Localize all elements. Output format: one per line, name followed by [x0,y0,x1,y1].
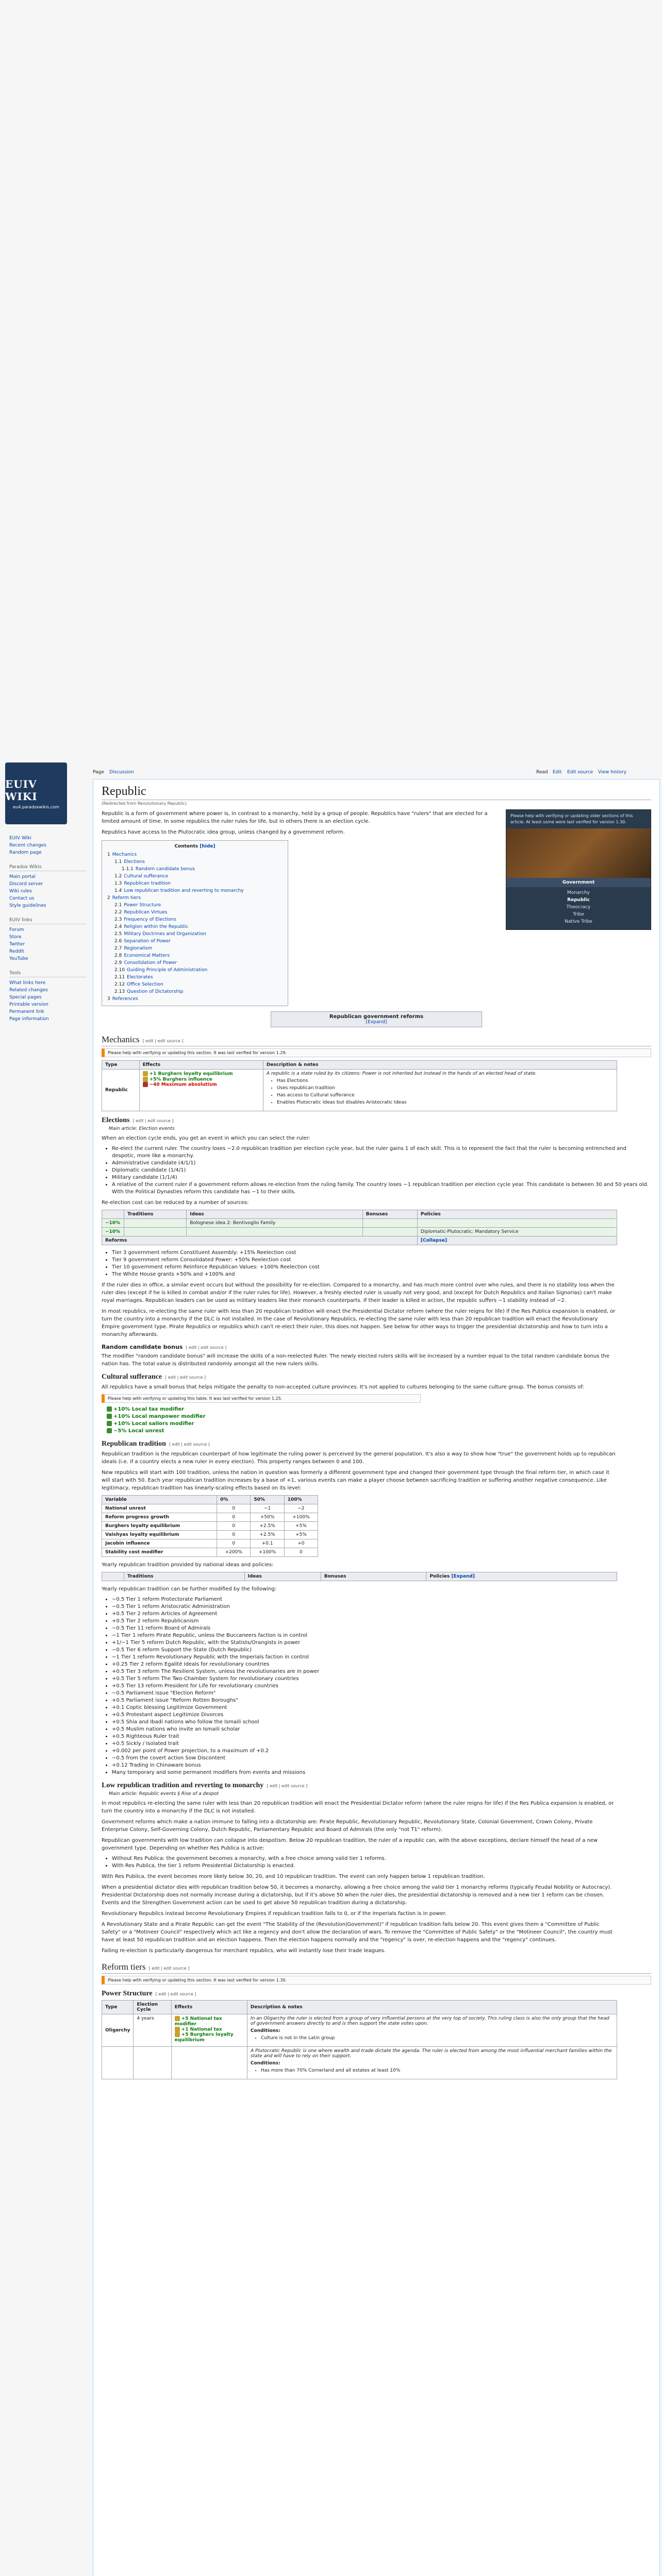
toc-label: Random candidate bonus [135,867,195,872]
sidebar-link[interactable]: Recent changes [9,843,46,848]
list-item: • Tier 10 government reform Reinforce Republican Values: +100% Reelection cost [112,1264,651,1271]
list-item: • Tier 3 government reform Constituent Assembly: +15% Reelection cost [112,1249,651,1257]
list-item: • +0.002 per point of Power projection, to a maximum of +0.2 [112,1748,651,1755]
table-cell: 0 [284,1548,318,1557]
list-item: • Has more than 70% Cornerland and all estates at least 10% [261,2067,614,2074]
conditions-title: Conditions: [250,2061,280,2066]
sidebar-link[interactable]: Reddit [9,949,24,954]
tradition-text: Republican tradition is the republican counterpart of how legitimate the ruling power is perceived by the general population. It's also a way to show how "true" the government holds up to republican ideals (i.e. if a country elects a new ruler in every election). This property ranges between 0 and 100. [102,1451,616,1465]
effect [175,2027,244,2032]
table-cell: +5% [284,1531,318,1539]
edit-link[interactable]: [ edit | edit source ] [148,1966,190,1971]
sidebar-link[interactable]: Style guidelines [9,903,46,908]
list-item: • Has access to Cultural sufferance [277,1092,614,1099]
list-item: • −1 Tier 1 reform Revolutionary Republic with the Imperials faction in control [112,1654,651,1661]
toc-number: 2.1 [114,903,122,908]
toc-number: 2 [107,895,110,901]
tradition-text-2: New republics will start with 100 tradition, unless the nation in question was formerly a different government type and changed their government type through the final reform tier, in which case it will start with 50. Each year republican tradition increases by a base of +1, various events can make a player choose between sacrificing tradition or suffering another negative consequence. Like legitimacy, republican tradition has linearly-scaling effects based on its level: [102,1470,609,1491]
sidebar-heading: Paradox Wikis [9,865,87,871]
list-item: • +0.1 Coptic blessing Legitimize Government [112,1704,651,1711]
section-reform-tiers: Reform tiers [ edit | edit source ] [102,1962,651,1974]
edit-link[interactable]: [ edit | edit source ] [186,1345,227,1350]
government-type-link[interactable]: Native Tribe [565,919,592,924]
table-cell: +0 [284,1539,318,1548]
sidebar-link[interactable]: Page information [9,1016,49,1022]
list-item: • −1 Tier 1 reform Pirate Republic, unless the Buccaneers faction is in control [112,1632,651,1639]
effects-cell [171,2047,247,2079]
desc-cell [247,2014,617,2047]
table-cell: +100% [251,1548,284,1557]
sidebar-group [9,918,87,962]
government-type-link[interactable]: Tribe [573,912,584,917]
list-item: • +1/−1 Tier 5 reform Dutch Republic, with the Statists/Orangists in power [112,1639,651,1647]
table-cell: Burghers loyalty equilibrium [102,1522,217,1531]
government-type-list [506,887,651,929]
toc-label: Republican Virtues [124,910,168,915]
list-item [107,1420,651,1428]
infobox [506,809,651,930]
toc-number: 1.1.1 [122,867,134,872]
intro-paragraph: Republic is a form of government where power is, in contrast to a monarchy, held by a group of people. Republics have "rulers" that are elected for a limited amount of time. In some republics the ruler rules for life, but in others there is an election cycle. [102,811,488,824]
toc-item[interactable] [107,902,283,909]
sidebar-group [9,835,87,856]
list-item: • +0.5 Shia and Ibadi nations who follow the Ismaili school [112,1719,651,1726]
modifier-icon [175,2016,180,2021]
toc-number: 2.3 [114,917,122,922]
sidebar-link[interactable]: Twitter [9,942,25,947]
reform-type: Oligarchy [102,2014,134,2047]
yearly-note: Yearly republican tradition provided by national ideas and policies: [102,1562,274,1568]
main-article-note[interactable]: Main article: Election events [109,1126,175,1131]
modifier-icon [175,2032,180,2037]
sidebar-link[interactable]: Related changes [9,988,48,993]
table-row [102,1531,318,1539]
toc-hide-toggle[interactable]: [hide] [200,844,216,849]
list-item: • +0.5 Tier 3 reform The Resilient System, unless the revolutionaries are in power [112,1668,651,1675]
toc-label: Economical Matters [124,953,170,958]
sidebar-link[interactable]: Random page [9,850,42,855]
edit-link[interactable]: [ edit | edit source ] [169,1442,210,1447]
sidebar-link[interactable]: YouTube [9,956,28,961]
conditions-list [251,2035,614,2042]
table-cell: +50% [251,1513,284,1522]
toc-label: Cultural sufferance [124,874,169,879]
section-mechanics: Mechanics [ edit | edit source ] [102,1035,651,1046]
list-item: • −0.5 Tier 1 reform Protectorate Parliament [112,1596,651,1603]
toc-item[interactable] [107,945,283,952]
table-cell: 0 [217,1522,251,1531]
toc-number: 2.4 [114,924,122,929]
list-item: • With Res Publica, the tier 1 reform Presidential Dictatorship is enacted. [112,1862,651,1870]
redirect-note[interactable]: (Redirected from Revolutionary Republic) [102,801,187,806]
list-item: • The White House grants +50% and +100% and [112,1271,651,1278]
sidebar-heading: EUIV links [9,918,87,924]
main-article-note[interactable]: Main article: Republic events § Rise of a despot [109,1791,219,1797]
toc-label: Republican tradition [124,881,171,886]
toc-item[interactable] [107,894,283,902]
toc-item[interactable] [107,887,283,894]
elections-intro: When an election cycle ends, you get an event in which you can select the ruler: [102,1136,310,1141]
toc-label: Separation of Power [124,939,171,944]
low-tradition-para: In most republics re-electing the same ruler with less than 20 republican tradition will enact the Presidential Dictator reform (where the ruler reigns for life) if the Res Publica expansion is enabled, or turn the country into a monarchy if the DLC is not installed. [102,1801,614,1814]
toc-item[interactable] [107,858,283,866]
list-item: • Culture is not in the Latin group [261,2035,614,2042]
sidebar-link[interactable]: Printable version [9,1002,48,1007]
tradition-effects-table: Variable 0% 50% 100% National unrest 0 −1 −2 Reform progress growth 0 +50% +100% Burghers loyalty equilibrium 0 +2.5% +5% Vaishyas loyalty equilibrium 0 +2.5% +5% Jacobin influence 0 +0.1 +0 Stability cost modifier +200% +100% 0 [102,1495,318,1557]
table-cell: Reform progress growth [102,1513,217,1522]
reelection-cost-note: Re-election cost can be reduced by a number of sources: [102,1200,249,1206]
table-cell: 0 [217,1531,251,1539]
effects-cell [171,2014,247,2047]
sidebar-link[interactable]: Special pages [9,995,42,1000]
navbox-title: Republican government reforms [329,1014,424,1020]
toc-label: Regionalism [124,946,153,951]
type-cell: Republic [102,1070,140,1111]
list-item: • Uses republican tradition [277,1084,614,1092]
toc-item[interactable] [107,916,283,923]
toc-label: Office Selection [127,982,163,987]
toc-number: 2.11 [114,975,125,980]
mechanics-table [102,1060,617,1111]
table-row [102,1522,318,1531]
verify-note: Please help with verifying or updating older sections of this article. At least some were last verified for version 1.30. [506,810,651,828]
reforms-navbox[interactable] [271,1011,482,1027]
tab-edit-source[interactable]: Edit source [567,770,593,775]
sidebar [9,835,87,1031]
list-item: • −0.5 from the covert action Sow Discontent [112,1755,651,1762]
toc-number: 1.1 [114,859,122,865]
list-item: • Administrative candidate (4/1/1) [112,1160,651,1167]
low-tradition-para: A Revolutionary State and a Pirate Republic can get the event "The Stability of the (Revolution|Government)" if republican tradition falls below 20. This event gives them a "Committee of Public Safety" or a "Motineer Council" respectively which act like a regency and don't allow the declaration of wars. To remove the "Committee of Public Safety" or the "Motineer Council", the country must have at least 50 republican tradition and an election happens. Then the election happens normally and the "regency" is over, re-election happens and the "regency" continues. [102,1922,613,1943]
wiki-logo[interactable] [5,762,67,824]
toc-item[interactable] [107,873,283,880]
table-cell: +2.5% [251,1531,284,1539]
table-row [102,2047,617,2079]
toc-label: Religion within the Republic [124,924,189,929]
sidebar-link[interactable]: Main portal [9,874,36,879]
modifier-text: +10% Local sailors modifier [113,1421,194,1427]
election-cycle: 4 years [134,2014,171,2047]
toc-item[interactable] [107,988,283,995]
section-power-structure: Power Structure [ edit | edit source ] [102,1990,196,1997]
modifier-icon [107,1414,112,1419]
page-title: Republic [102,785,651,800]
government-image [506,828,651,878]
list-item: • A relative of the current ruler if a government reform allows re-election from the ruling family. The country loses −1 republican tradition per election cycle year. This candidate is between 30 and 50 years old. With the Political Dynasties reform this candidate has −1 to their skills. [112,1181,651,1196]
toc-label: Elections [124,859,145,865]
toc-number: 2.6 [114,939,122,944]
table-row [102,2014,617,2047]
toc-title: Contents [hide] [174,844,216,849]
table-cell: +0.1 [251,1539,284,1548]
list-item: • +0.5 Tier 13 reform President for Life for revolutionary countries [112,1683,651,1690]
table-row [102,1504,318,1513]
desc-cell [247,2047,617,2079]
low-tradition-para: Government reforms which make a nation immune to falling into a dictatorship are: Pirate Republic, Revolutionary Republic, Revolutionary State, Colonial Government, Crown Colony, Private Enterprise Colony, Self-Governing Colony, Dutch Republic, Parliamentary Republic and Board of Admirals (the only "not T1" reform). [102,1819,593,1833]
low-tradition-para: Revolutionary Republics instead become Revolutionary Empires if republican tradition falls to 0, or if the Imperials faction is in power. [102,1911,446,1917]
table-row [102,1513,318,1522]
effect-text: +5 National tax modifier [174,2016,222,2027]
edit-link[interactable]: [ edit | edit source ] [142,1039,184,1043]
intro-paragraph-2: Republics have access to the Plutocratic idea group, unless changed by a government reform. [102,829,345,835]
list-item: • +0.5 Muslim nations who invite an Ismaili scholar [112,1726,651,1733]
table-cell: +200% [217,1548,251,1557]
verify-warning: Please help with verifying or updating this section. It was last verified for version 1.30. [102,1976,651,1985]
list-item: • Has Elections [277,1077,614,1084]
sidebar-link[interactable]: Store [9,935,22,940]
effects-cell: +1 Burghers loyalty equilibrium +5% Burghers influence −40 Maximum absolutism [139,1070,263,1111]
effect [175,2032,244,2043]
top-tabs [93,767,660,779]
toc-label: Reform tiers [112,895,141,901]
toc-number: 2.9 [114,960,122,965]
toc-item[interactable] [107,952,283,959]
burghers-icon [143,1077,148,1082]
toc-item[interactable] [107,938,283,945]
table-cell: Vaishyas loyalty equilibrium [102,1531,217,1539]
conditions-list [251,2067,614,2074]
toc-item[interactable] [107,866,283,873]
collapse-toggle[interactable]: [Collapse] [417,1236,617,1245]
section-elections: Elections [ edit | edit source ] [102,1116,174,1124]
modifier-icon [175,2027,180,2032]
sidebar-link[interactable]: Contact us [9,896,35,901]
toc-label: Military Doctrines and Organization [124,931,206,937]
conditions-title: Conditions: [250,2028,280,2033]
sidebar-link[interactable]: Forum [9,927,24,933]
sidebar-link[interactable]: Permanent link [9,1009,44,1014]
section-low-tradition: Low republican tradition and reverting to monarchy [ edit | edit source ] [102,1782,308,1789]
section-tradition: Republican tradition [ edit | edit source ] [102,1440,210,1448]
toc-label: Power Structure [124,903,161,908]
toc-label: Question of Dictatorship [127,989,184,994]
list-item: • +0.25 Tier 2 reform Egalité Ideals for revolutionary countries [112,1661,651,1668]
toc-number: 2.13 [114,989,125,994]
sidebar-link[interactable]: Discord server [9,882,43,887]
list-item: • +0.5 Tier 2 reform Articles of Agreement [112,1611,651,1618]
list-item: • −0.5 Tier 11 reform Board of Admirals [112,1625,651,1632]
toc-number: 1.3 [114,881,122,886]
list-item [107,1428,651,1435]
list-item: • +0.5 Tier 5 reform The Two-Chamber System for revolutionary countries [112,1675,651,1683]
yearly-tradition-table: Traditions Ideas Bonuses Policies [Expand] [102,1572,617,1581]
power-structure-table: Type Election Cycle Effects Description & notes Oligarchy 4 years +5 National tax modifier +1 National tax +5 Burghers loyalty equilibrium In an Oligarchy the ruler is elected from a group of very influential persons at the very top of society. This ruling class is also the only group that the head of government answers directly to and is then support the state votes upon. Conditions: • Culture is not in the Latin group A Plutocratic Republic is one where wealth and trade dictate the agenda. The ruler is elected from among the most influential merchant families within the state and will have to rely on their support. Conditions: • Has more than 70% Cornerland and all estates at least 10% [102,2000,617,2079]
logo-text: EUIV WIKI [5,777,38,803]
list-item: • −0.5 Parliament issue "Election Reform" [112,1690,651,1697]
low-tradition-para: With Res Publica, the event becomes more likely below 30, 20, and 10 republican tradition. The event can only happen below 1 republican tradition. [102,1874,485,1879]
col-bonuses: Bonuses [362,1210,417,1219]
table-row: −10% Diplomatic-Plutocratic: Mandatory Service [102,1228,617,1236]
toc-number: 2.10 [114,968,125,973]
sidebar-group [9,865,87,909]
table-cell: +2.5% [251,1522,284,1531]
toc-item[interactable] [107,909,283,916]
list-item: • Diplomatic candidate (1/4/1) [112,1167,651,1174]
sidebar-link[interactable]: What links here [9,980,46,986]
government-type-link[interactable]: Monarchy [567,890,590,895]
toc-number: 2.2 [114,910,122,915]
list-item: • +0.5 Tier 2 reform Republicanism [112,1618,651,1625]
desc-cell: A republic is a state ruled by its citizens: Power is not inherited but instead in the hands of an elected head of state. • Has Elections • Uses republican tradition • Has access to Cultural sufferance • Enables Plutocratic Ideas but disables Aristocratic Ideas [263,1070,617,1111]
reform-description: A Plutocratic Republic is one where wealth and trade dictate the agenda. The ruler is elected from among the most influential merchant families within the state and will have to rely on their support. [250,2048,612,2059]
list-item: • +0.5 Parliament issue "Reform Rotten Boroughs" [112,1697,651,1704]
table-row: Reforms [Collapse] [102,1236,617,1245]
verify-warning: Please help with verifying or updating this table. It was last verified for version 1.25. [102,1394,421,1403]
list-item: • +0.5 Protestant aspect Legitimize Divorces [112,1711,651,1719]
toc-number: 1 [107,852,110,857]
col-ideas: Ideas [187,1210,362,1219]
table-cell: −2 [284,1504,318,1513]
list-item: • −0.5 Tier 6 reform Support the State (Dutch Republic) [112,1647,651,1654]
table-row: −10% Bolognese idea 2: Bentivoglio Family [102,1219,617,1228]
toc-label: Consolidation of Power [124,960,177,965]
elections-para: If the ruler dies in office, a similar event occurs but without the possibility for re-election. Compared to a monarchy, and has much more control over who rules, and there is no stability loss when the ruler dies (except if he is killed in combat and/or if the ruler rules for life). However, a freshly elected ruler is usually not very good, and (except for Dutch Republics and Italian Signorias) can't make royal marriages. Republican leaders can be used as military leaders like their monarch counterparts. If their leader is killed in action, the republic suffers −1 stability instead of −2. [102,1282,615,1303]
toc-item[interactable] [107,880,283,887]
sidebar-link[interactable]: EUIV Wiki [9,836,31,841]
table-cell: National unrest [102,1504,217,1513]
low-tradition-para: Republican governments with low tradition can collapse into despotism. Below 20 republican tradition, the ruler of a republic can, with the above exceptions, declare himself the head of a new government type. Depending on whether Res Publica is active: [102,1838,598,1851]
reform-type [102,2047,134,2079]
toc-label: Electorates [127,975,153,980]
election-cycle [134,2047,171,2079]
toc-item[interactable] [107,974,283,981]
government-type-link[interactable]: Theocracy [566,905,591,910]
infobox-heading: Government [506,878,651,887]
toc-item[interactable] [107,981,283,988]
sidebar-heading: Tools [9,971,87,977]
tab-page[interactable]: Page [93,770,104,775]
col-policies: Policies [417,1210,617,1219]
random-bonus-text: The modifier "random candidate bonus" will increase the skills of a non-reelected Ruler. The newly elected rulers skills will be increased by a number equal to the total random candidate bonus the nation has. The total value is distributed randomly amongst all the new rulers skills. [102,1353,610,1367]
sidebar-group [9,971,87,1023]
table-cell: 0 [217,1513,251,1522]
modifier-text: +10% Local tax modifier [113,1406,185,1412]
toc-item[interactable] [107,967,283,974]
toc-item[interactable] [107,851,283,858]
reelection-cost-table [102,1210,617,1245]
modifier-icon [107,1421,112,1426]
modifier-text: −5% Local unrest [113,1428,164,1434]
main-content [93,779,660,2576]
col-type: Type [102,1061,140,1070]
table-cell: Stability cost modifier [102,1548,217,1557]
section-random-bonus: Random candidate bonus [ edit | edit source ] [102,1344,227,1350]
table-row [102,1548,318,1557]
list-item: • Military candidate (1/1/4) [112,1174,651,1181]
toc-number: 2.5 [114,931,122,937]
list-item [107,1406,651,1413]
list-item: • +0.5 Sickly / Isolated trait [112,1740,651,1748]
tab-discussion[interactable]: Discussion [109,770,134,775]
modifier-icon [107,1406,112,1412]
verify-warning: Please help with verifying or updating this section. It was last verified for version 1.29. [102,1048,651,1057]
edit-link[interactable]: [ edit | edit source ] [155,1992,196,1996]
list-item: • Many temporary and some permanent modifiers from events and missions [112,1769,651,1776]
list-item: • Without Res Publica: the government becomes a monarchy, with a free choice among valid tier 1 reforms. [112,1855,651,1862]
elections-para-2: In most republics, re-electing the same ruler with less than 20 republican tradition will enact the Presidential Dictator reform (where the ruler reigns for life) if the Res Publica expansion is enabled, or turn the country into a monarchy if the DLC is not installed. In the case of Revolutionary Republics, re-electing the same ruler with less than 20 republican tradition will enact the Revolutionary Empire government type. Pirate Republics or republics which can't re-elect their ruler, this does not happen. See below for other ways to trigger the presidential dictatorship and how to turn into a monarchy afterwards. [102,1309,616,1337]
tab-read[interactable]: Read [536,770,548,775]
expand-toggle[interactable]: [Expand] [451,1574,475,1579]
reform-description: In an Oligarchy the ruler is elected from a group of very influential persons at the very top of society. This ruling class is also the only group that the head of government answers directly to and is then support the state votes upon. [250,2016,609,2026]
table-row [102,1539,318,1548]
list-item: • Tier 9 government reform Consolidated Power: +50% Reelection cost [112,1257,651,1264]
table-cell: +100% [284,1513,318,1522]
list-item: • Re-elect the current ruler. The country loses −2.0 republican tradition per election cycle year, but the ruler gains 1 of each skill. This is to represent the fact that the ruler is becoming entrenched and despotic, more like a monarchy. [112,1145,651,1160]
navbox-expand[interactable]: [Expand] [366,1020,387,1025]
toc-item[interactable] [107,930,283,938]
section-sufferance: Cultural sufferance [ edit | edit source ] [102,1373,206,1381]
list-item: • +0.12 Trading in Chinaware bonus [112,1762,651,1769]
table-cell: 0 [217,1504,251,1513]
list-item: • +0.5 Righteous Ruler trait [112,1733,651,1740]
table-of-contents [102,840,288,1006]
tab-view-history[interactable]: View history [598,770,627,775]
toc-label: Frequency of Elections [124,917,176,922]
modifier-icon [107,1428,112,1433]
table-cell: +5% [284,1522,318,1531]
edit-link[interactable]: [ edit | edit source ] [267,1784,308,1788]
toc-number: 2.12 [114,982,125,987]
sufferance-text: All republics have a small bonus that helps mitigate the penalty to non-accepted culture provinces. It's not applied to cultures belonging to the same culture group. The bonus consists of: [102,1384,584,1390]
edit-link[interactable]: [ edit | edit source ] [165,1375,206,1380]
modifier-text: +10% Local manpower modifier [113,1414,206,1419]
col-desc: Description & notes [263,1061,617,1070]
toc-number: 2.8 [114,953,122,958]
table-cell: 0 [217,1539,251,1548]
col-effects: Effects [139,1061,263,1070]
toc-number: 1.2 [114,874,122,879]
toc-item[interactable] [107,995,283,1003]
toc-label: Guiding Principle of Administration [127,968,208,973]
toc-number: 3 [107,996,110,1002]
absolutism-icon [143,1082,148,1087]
logo-subtext: eu4.paradoxwikis.com [13,804,59,809]
list-item: • Enables Plutocratic Ideas but disables Aristocratic Ideas [277,1099,614,1106]
tab-edit[interactable]: Edit [553,770,562,775]
toc-label: Mechanics [112,852,137,857]
table-cell: −1 [251,1504,284,1513]
effect-text: +1 National tax [181,2027,222,2032]
effect [175,2016,244,2027]
toc-item[interactable] [107,959,283,967]
toc-number: 1.4 [114,888,122,893]
toc-number: 2.7 [114,946,122,951]
sidebar-link[interactable]: Wiki rules [9,889,32,894]
low-tradition-para: When a presidential dictator dies with republican tradition below 50, it becomes a monarchy, allowing a free choice among the valid tier 1 monarchy reforms (typically Feudal Nobility or Autocracy). Presidential Dictatorship does not normally increase during a dictatorship, but if it's above 50 when the ruler dies, the presidential dictatorship is removed and a new tier 1 reform can be chosen. Events and the Strengthen Government action can be used to get above 50 republican tradition during a dictatorship. [102,1885,612,1906]
col-traditions: Traditions [124,1210,187,1219]
toc-label: References [112,996,138,1002]
government-type-link[interactable]: Republic [567,897,590,903]
list-item: • −0.5 Tier 1 reform Aristocratic Administration [112,1603,651,1611]
toc-label: Low republican tradition and reverting to monarchy [124,888,244,893]
toc-item[interactable] [107,923,283,930]
effect-text: +5 Burghers loyalty equilibrium [174,2032,234,2043]
further-note: Yearly republican tradition can be further modified by the following: [102,1586,277,1592]
table-cell: Jacobin influence [102,1539,217,1548]
edit-link[interactable]: [ edit | edit source ] [133,1118,174,1123]
burghers-icon [143,1071,148,1076]
list-item [107,1413,651,1420]
low-tradition-para: Failing re-election is particularly dangerous for merchant republics, who will instantly lose their trade leagues. [102,1948,386,1954]
